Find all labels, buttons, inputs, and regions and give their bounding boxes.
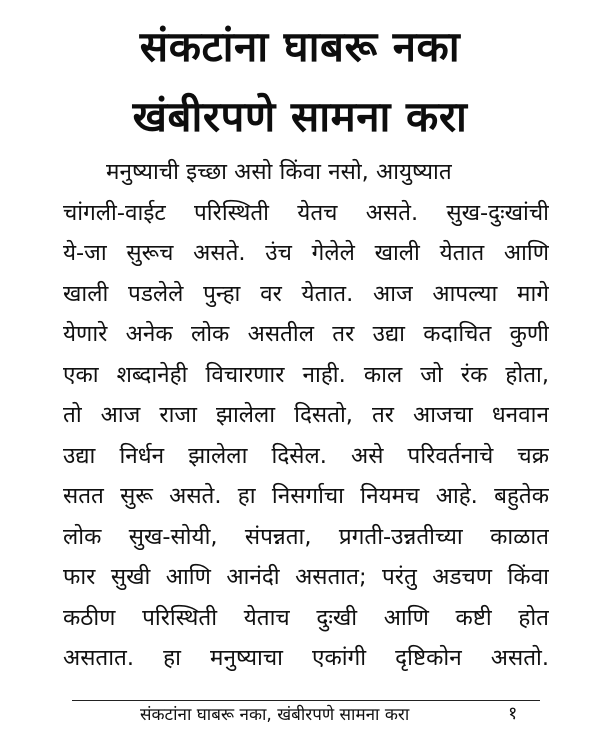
paragraph-line: खाली पडलेले पुन्हा वर येतात. आज आपल्या मागे xyxy=(63,280,549,307)
body-paragraph xyxy=(63,152,549,679)
paragraph-line: ये-जा सुरूच असते. उंच गेलेले खाली येतात आणि xyxy=(63,240,549,266)
page-title-line-2: खंबीरपणे सामना करा xyxy=(132,92,468,141)
paragraph-line: मनुष्याची इच्छा असो किंवा नसो, आयुष्यात xyxy=(106,159,452,185)
paragraph-line: एका शब्दानेही विचारणार नाही. काल जो रंक होता, xyxy=(63,361,549,388)
paragraph-line: फार सुखी आणि आनंदी असतात; परंतु अडचण किंवा xyxy=(63,564,549,590)
paragraph-line: लोक सुख-सोयी, संपन्नता, प्रगती-उन्नतीच्या काळात xyxy=(63,523,549,550)
paragraph-line: उद्या निर्धन झालेला दिसेल. असे परिवर्तनाचे चक्र xyxy=(63,442,549,469)
running-footer-title: संकटांना घाबरू नका, खंबीरपणे सामना करा xyxy=(140,705,410,725)
page-number: १ xyxy=(508,703,518,724)
paragraph-line: सतत सुरू असते. हा निसर्गाचा नियमच आहे. बहुतेक xyxy=(63,483,549,509)
footer-divider xyxy=(72,700,540,701)
paragraph-line: चांगली-वाईट परिस्थिती येतच असते. सुख-दुःखांची xyxy=(63,199,549,226)
paragraph-line: असतात. हा मनुष्याचा एकांगी दृष्टिकोन असतो. xyxy=(63,645,549,671)
paragraph-line: येणारे अनेक लोक असतील तर उद्या कदाचित कुणी xyxy=(63,321,549,347)
page-title-line-1: संकटांना घाबरू नका xyxy=(139,22,461,71)
paragraph-line: कठीण परिस्थिती येताच दुःखी आणि कष्टी होत xyxy=(63,604,549,631)
paragraph-line: तो आज राजा झालेला दिसतो, तर आजचा धनवान xyxy=(63,402,549,428)
